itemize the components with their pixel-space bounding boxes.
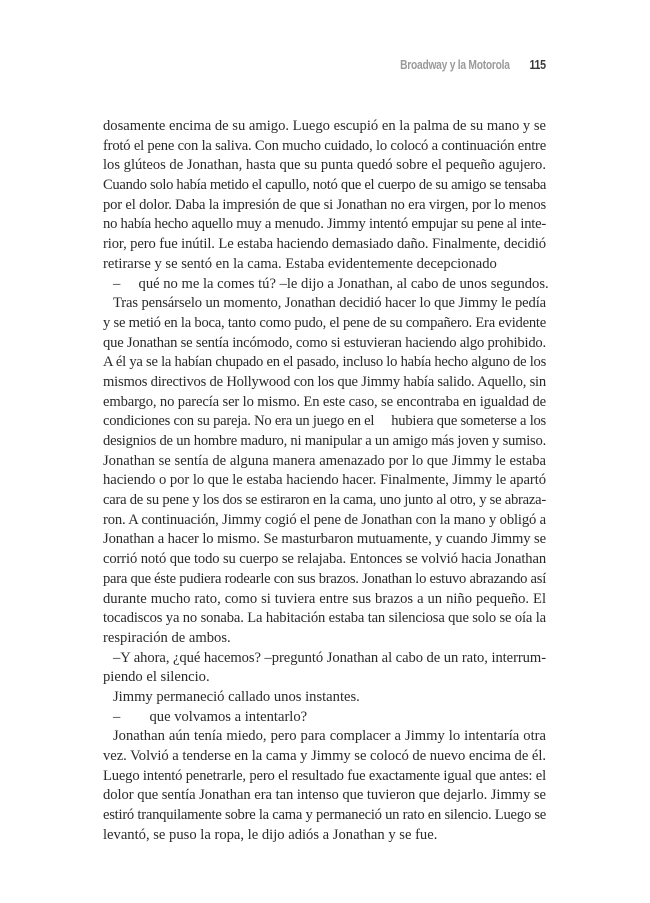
- text-line: ron. A continuación, Jimmy cogió el pene de Jonathan con la mano y obligó a: [103, 511, 546, 528]
- text-line: piendo el silencio.: [103, 669, 210, 686]
- text-line: los glúteos de Jonathan, hasta que su punta quedó sobre el pequeño agujero.: [103, 157, 546, 174]
- text-line: Jonathan aún tenía miedo, pero para complacer a Jimmy lo intentaría otra: [113, 728, 546, 745]
- body-text: [103, 117, 549, 845]
- text-line: retirarse y se sentó en la cama. Estaba evidentemente decepcionado: [103, 255, 497, 272]
- text-line: A él ya se la habían chupado en el pasado, incluso lo había hecho alguno de los: [103, 354, 546, 371]
- text-line: Jonathan se sentía de alguna manera amenazado por lo que Jimmy le estaba: [103, 452, 546, 469]
- text-line: Cuando solo había metido el capullo, notó que el cuerpo de su amigo se tensaba: [103, 177, 546, 194]
- text-line: levantó, se puso la ropa, le dijo adiós a Jonathan y se fue.: [103, 826, 438, 843]
- text-line: designios de un hombre maduro, ni manipular a un amigo más joven y sumiso.: [103, 433, 546, 449]
- text-line: mismos directivos de Hollywood con los que Jimmy había salido. Aquello, sin: [103, 373, 546, 390]
- text-line: haciendo o por lo que le estaba haciendo hacer. Finalmente, Jimmy le apartó: [103, 472, 546, 489]
- text-line: – qué no me la comes tú? –le dijo a Jonathan, al cabo de unos segundos.: [113, 275, 549, 292]
- text-line: que Jonathan se sentía incómodo, como si estuvieran haciendo algo prohibido.: [103, 334, 546, 351]
- text-line: rior, pero fue inútil. Le estaba haciendo demasiado daño. Finalmente, decidió: [103, 236, 546, 253]
- text-line: –Y ahora, ¿qué hacemos? –preguntó Jonathan al cabo de un rato, interrum-: [113, 649, 546, 666]
- text-line: condiciones con su pareja. No era un juego en el hubiera que someterse a los: [103, 413, 546, 430]
- text-line: no había hecho aquello muy a menudo. Jimmy intentó empujar su pene al inte-: [103, 216, 546, 233]
- text-line: cara de su pene y los dos se estiraron en la cama, uno junto al otro, y se abraza-: [103, 492, 546, 509]
- text-line: frotó el pene con la saliva. Con mucho cuidado, lo colocó a continuación entre: [103, 137, 546, 154]
- running-title: Broadway y la Motorola: [400, 58, 510, 72]
- text-line: dolor que sentía Jonathan era tan intenso que tuvieron que dejarlo. Jimmy se: [103, 787, 546, 804]
- text-line: estiró tranquilamente sobre la cama y permaneció un rato en silencio. Luego se: [103, 807, 546, 824]
- text-line: para que éste pudiera rodearle con sus brazos. Jonathan lo estuvo abrazando así: [103, 570, 546, 587]
- text-line: embargo, no parecía ser lo mismo. En este caso, se encontraba en igualdad de: [103, 393, 546, 410]
- text-line: Jonathan a hacer lo mismo. Se masturbaron mutuamente, y cuando Jimmy se: [103, 531, 546, 548]
- text-line: Jimmy permaneció callado unos instantes.: [113, 688, 360, 705]
- text-line: tocadiscos ya no sonaba. La habitación estaba tan silenciosa que solo se oía la: [103, 610, 546, 627]
- text-line: dosamente encima de su amigo. Luego escupió en la palma de su mano y se: [103, 118, 546, 134]
- text-line: y se metió en la boca, tanto como pudo, el pene de su compañero. Era evidente: [103, 314, 546, 331]
- text-line: – que volvamos a intentarlo?: [113, 708, 308, 725]
- text-line: Luego intentó penetrarle, pero el resultado fue exactamente igual que antes: el: [103, 767, 546, 784]
- running-header: [376, 58, 547, 72]
- text-line: Tras pensárselo un momento, Jonathan decidió hacer lo que Jimmy le pedía: [113, 295, 546, 312]
- page-number: 115: [529, 58, 546, 72]
- text-line: respiración de ambos.: [103, 629, 231, 646]
- text-line: por el dolor. Daba la impresión de que si Jonathan no era virgen, por lo menos: [103, 196, 546, 213]
- text-line: corrió notó que todo su cuerpo se relajaba. Entonces se volvió hacia Jonathan: [103, 551, 546, 568]
- text-line: vez. Volvió a tenderse en la cama y Jimmy se colocó de nuevo encima de él.: [103, 748, 546, 764]
- text-line: durante mucho rato, como si tuviera entre sus brazos a un niño pequeño. El: [103, 590, 546, 607]
